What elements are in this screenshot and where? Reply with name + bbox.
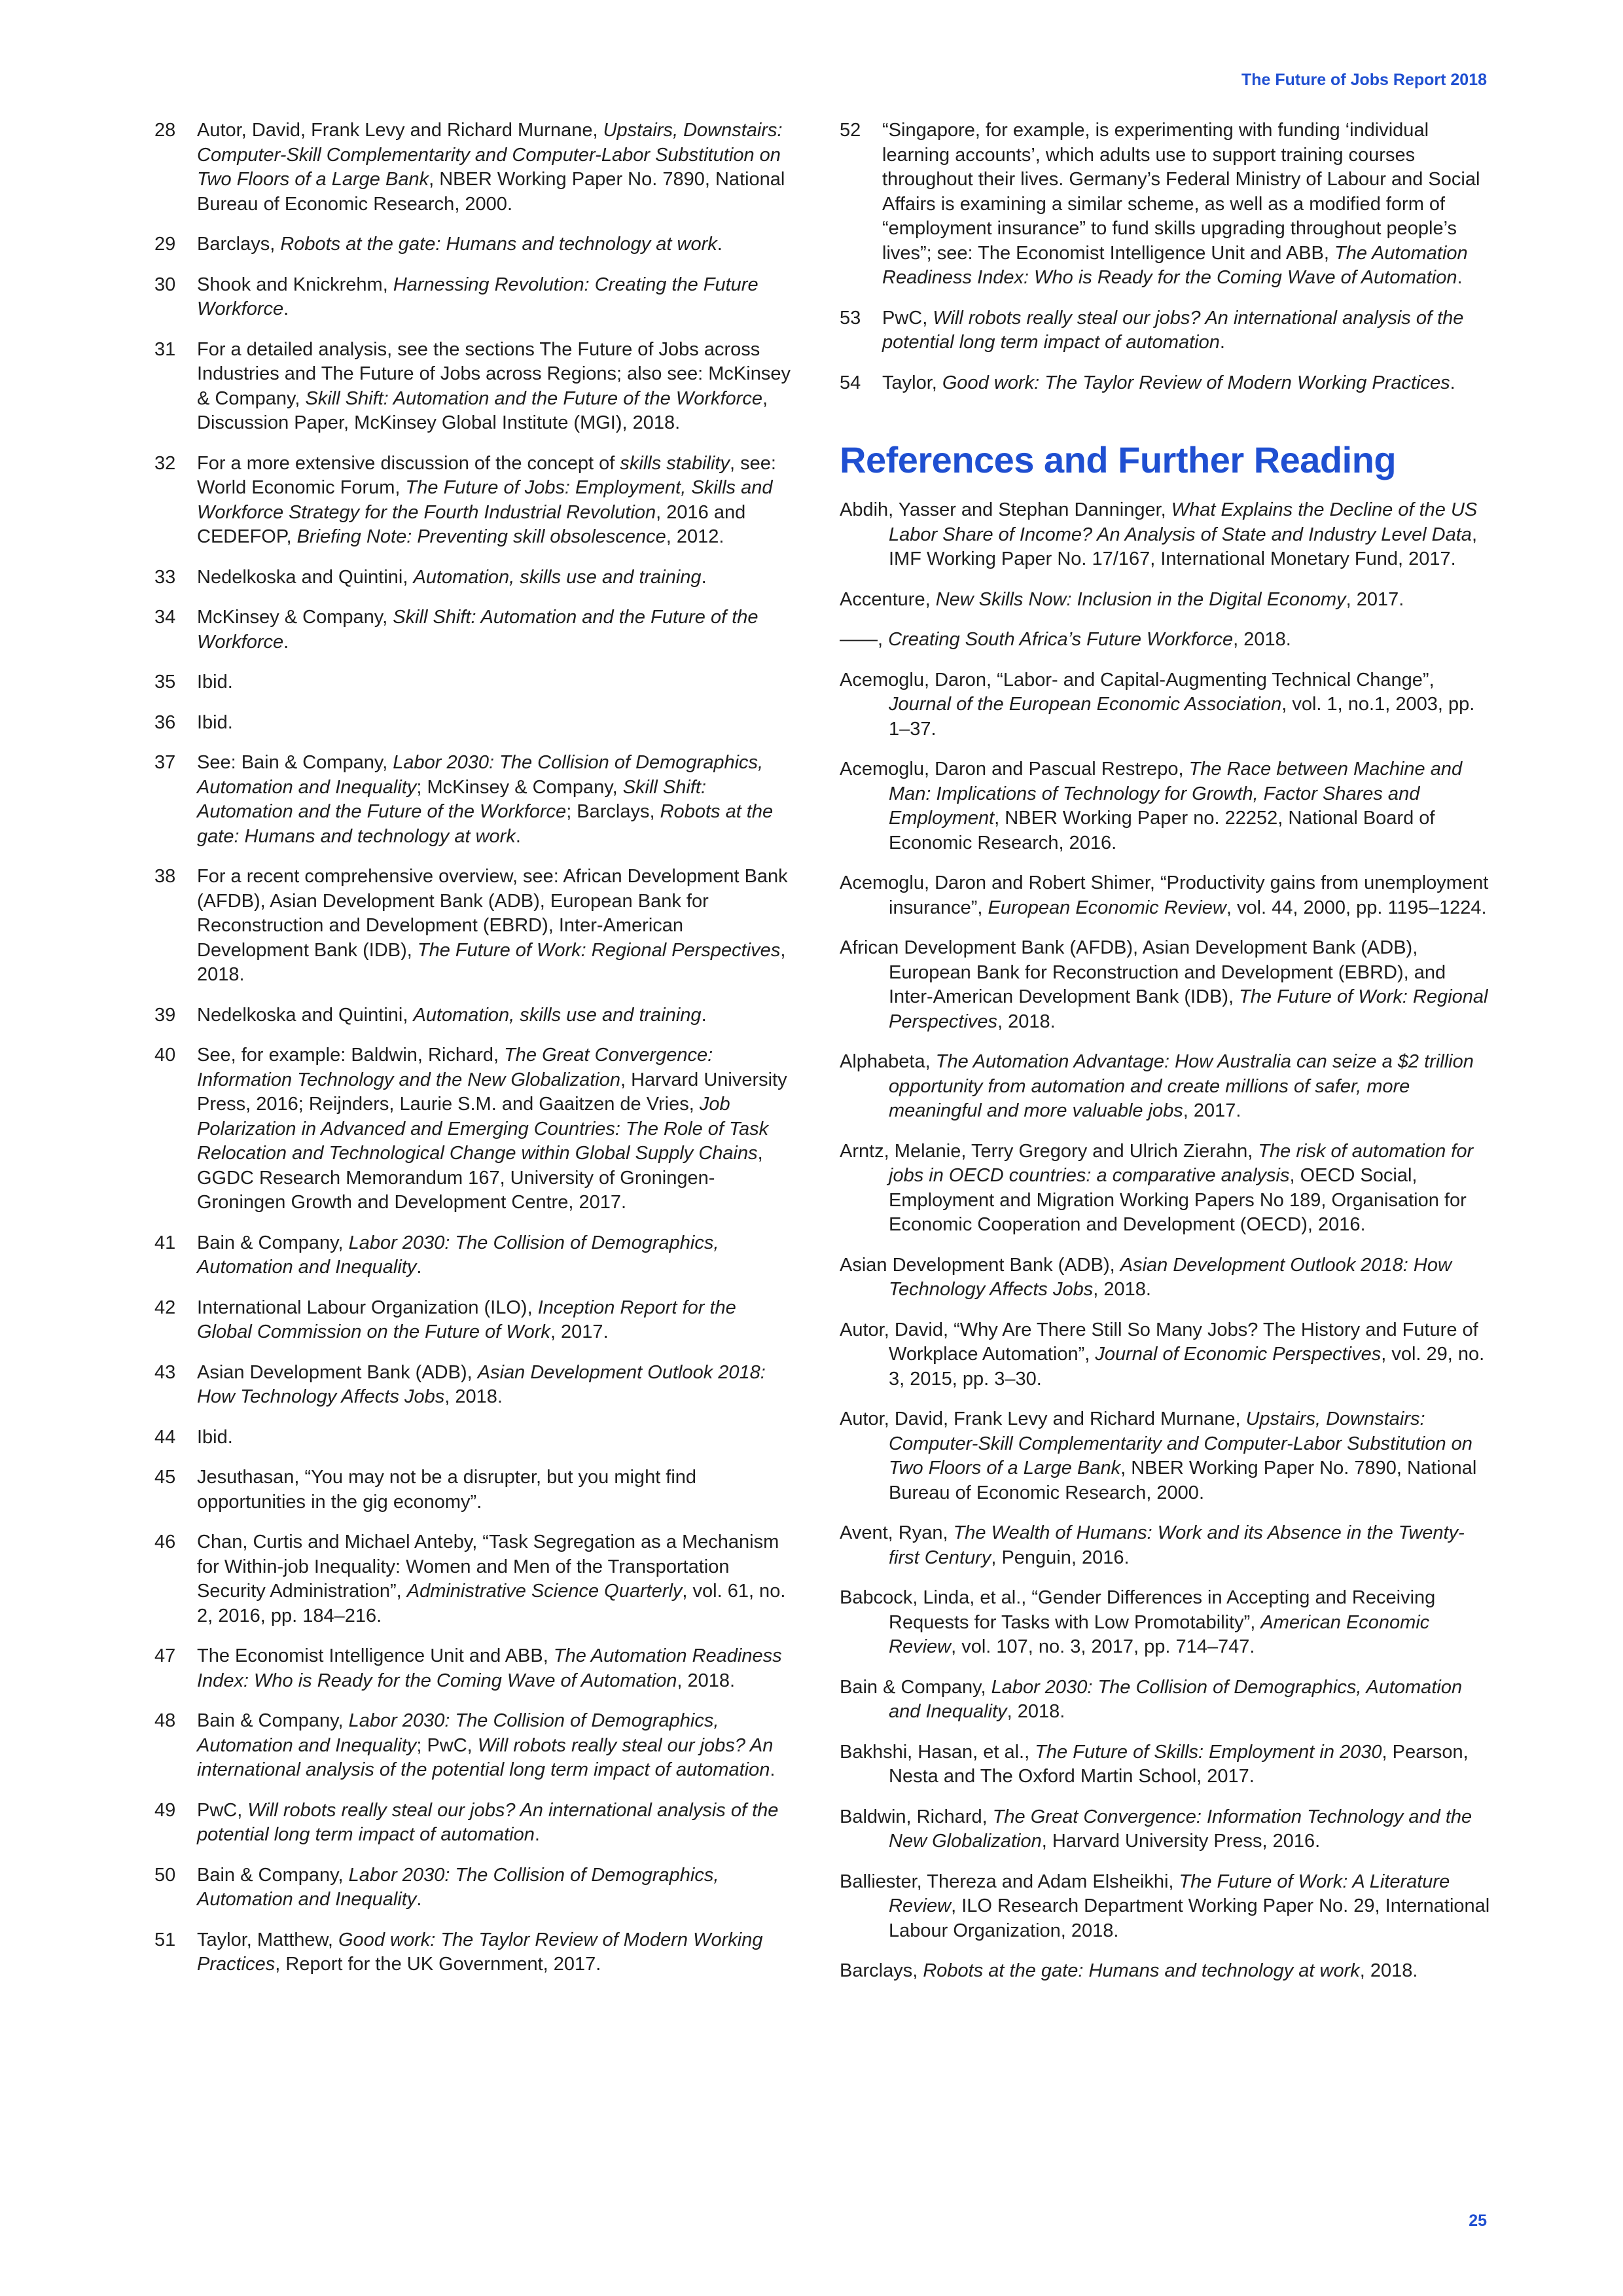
footnote-text: For a detailed analysis, see the sections The Future of Jobs across Industries and The Future of Jobs across Regions; also see: McKinsey & Company, Skill Shift: Automation and the Future of the Workforce, Discussion Paper, McKinsey Global Institute (MGI), 2018. <box>197 338 791 433</box>
footnote-number: 43 <box>154 1361 176 1383</box>
footnote-48 <box>154 1709 796 1783</box>
footnote-number: 28 <box>154 120 176 141</box>
footnote-text: For a more extensive discussion of the concept of skills stability, see: World Economic Forum, The Future of Jobs: Employment, Skills and Workforce Strategy for the Fourth Industrial Revolution, 2016 and CEDEFOP, Briefing Note: Preventing skill obsolescence, 2012. <box>197 452 776 547</box>
footnote-number: 47 <box>154 1645 176 1666</box>
footnote-number: 38 <box>154 866 176 887</box>
footnote-number: 46 <box>154 1532 176 1552</box>
footnote-46 <box>154 1530 796 1628</box>
reference-entry: Asian Development Bank (ADB), Asian Development Outlook 2018: How Technology Affects Jobs, 2018. <box>840 1254 1452 1300</box>
footnote-33 <box>154 565 796 590</box>
reference-entry: Alphabeta, The Automation Advantage: How Australia can seize a $2 trillion opportunity from automation and create millions of safer, more meaningful and more valuable jobs, 2017. <box>840 1051 1474 1121</box>
footnote-text: Jesuthasan, “You may not be a disrupter, but you might find opportunities in the gig economy”. <box>197 1467 697 1513</box>
reference-entry: Balliester, Thereza and Adam Elsheikhi, The Future of Work: A Literature Review, ILO Research Department Working Paper No. 29, International Labour Organization, 2018. <box>840 1871 1490 1941</box>
footnote-number: 40 <box>154 1045 176 1066</box>
footnote-42 <box>154 1296 796 1345</box>
footnote-text: “Singapore, for example, is experimenting with funding ‘individual learning accounts’, which adults use to support training courses throughout their lives. Germany’s Federal Ministry of Labour and Social Affairs is examining a similar scheme, as well as a modified form of “employment insurance” to fund skills upgrading throughout people’s lives”; see: The Economist Intelligence Unit and ABB, The Automation Readiness Index: Who is Ready for the Coming Wave of Automation. <box>882 120 1480 288</box>
footnote-31 <box>154 338 796 436</box>
footnote-30 <box>154 273 796 322</box>
footnote-40 <box>154 1043 796 1215</box>
reference-entry: African Development Bank (AFDB), Asian Development Bank (ADB), European Bank for Reconstruction and Development (EBRD), and Inter-American Development Bank (IDB), The Future of Work: Regional Perspectives, 2018. <box>840 937 1488 1032</box>
footnotes-column-right <box>840 118 1494 395</box>
reference-entry: Abdih, Yasser and Stephan Danninger, What Explains the Decline of the US Labor Share of Income? An Analysis of State and Industry Level Data, IMF Working Paper No. 17/167, International Monetary Fund, 2017. <box>840 499 1478 569</box>
footnote-49 <box>154 1799 796 1848</box>
footnote-number: 29 <box>154 234 176 255</box>
footnote-50 <box>154 1863 796 1912</box>
footnote-43 <box>154 1361 796 1410</box>
footnote-number: 39 <box>154 1004 176 1026</box>
footnote-47 <box>154 1644 796 1693</box>
footnote-text: Shook and Knickrehm, Harnessing Revolution: Creating the Future Workforce. <box>197 274 758 319</box>
reference-entry: Autor, David, Frank Levy and Richard Murnane, Upstairs, Downstairs: Computer-Skill Complementarity and Computer-Labor Substitution on Two Floors of a Large Bank, NBER Working Paper No. 7890, National Bureau of Economic Research, 2000. <box>840 1408 1477 1503</box>
footnote-text: McKinsey & Company, Skill Shift: Automation and the Future of the Workforce. <box>197 607 758 653</box>
footnote-number: 31 <box>154 338 176 360</box>
footnote-51 <box>154 1928 796 1977</box>
reference-entry: Babcock, Linda, et al., “Gender Differences in Accepting and Receiving Requests for Tasks with Low Promotability”, American Economic Review, vol. 107, no. 3, 2017, pp. 714–747. <box>840 1587 1436 1657</box>
reference-entry: Baldwin, Richard, The Great Convergence: Information Technology and the New Globalization, Harvard University Press, 2016. <box>840 1806 1472 1852</box>
references-heading: References and Further Reading <box>840 439 1397 480</box>
reference-entry: Bakhshi, Hasan, et al., The Future of Skills: Employment in 2030, Pearson, Nesta and The Oxford Martin School, 2017. <box>840 1741 1469 1787</box>
right-column <box>840 118 1494 2000</box>
references-list <box>840 498 1494 1984</box>
reference-entry: Acemoglu, Daron and Pascual Restrepo, The Race between Machine and Man: Implications of Technology for Growth, Factor Shares and Employment, NBER Working Paper no. 22252, National Board of Economic Research, 2016. <box>840 759 1463 853</box>
reference-entry: Acemoglu, Daron, “Labor- and Capital-Augmenting Technical Change”, Journal of the European Economic Association, vol. 1, no.1, 2003, pp. 1–37. <box>840 669 1475 740</box>
footnote-45 <box>154 1465 796 1515</box>
footnote-32 <box>154 452 796 550</box>
footnote-53 <box>840 306 1494 355</box>
footnote-text: For a recent comprehensive overview, see: African Development Bank (AFDB), Asian Development Bank (ADB), European Bank for Reconstruction and Development (EBRD), Inter-American Development Bank (IDB), The Future of Work: Regional Perspectives, 2018. <box>197 866 788 985</box>
footnote-number: 41 <box>154 1232 176 1253</box>
footnote-text: Nedelkoska and Quintini, Automation, skills use and training. <box>197 1004 707 1026</box>
footnote-text: PwC, Will robots really steal our jobs? An international analysis of the potential long term impact of automation. <box>882 307 1464 353</box>
footnote-text: Bain & Company, Labor 2030: The Collision of Demographics, Automation and Inequality; PwC, Will robots really steal our jobs? An international analysis of the potential long term impact of automation. <box>197 1710 776 1780</box>
footnote-text: Taylor, Matthew, Good work: The Taylor Review of Modern Working Practices, Report for the UK Government, 2017. <box>197 1929 763 1975</box>
footnote-text: Bain & Company, Labor 2030: The Collision of Demographics, Automation and Inequality. <box>197 1232 719 1278</box>
footnote-number: 30 <box>154 274 176 295</box>
footnote-text: Ibid. <box>197 1426 233 1448</box>
footnote-number: 35 <box>154 672 176 692</box>
footnote-37 <box>154 751 796 849</box>
footnote-text: International Labour Organization (ILO), Inception Report for the Global Commission on the Future of Work, 2017. <box>197 1297 736 1342</box>
footnote-29 <box>154 232 796 257</box>
reference-entry: Autor, David, “Why Are There Still So Many Jobs? The History and Future of Workplace Automation”, Journal of Economic Perspectives, vol. 29, no. 3, 2015, pp. 3–30. <box>840 1319 1485 1390</box>
footnote-number: 52 <box>840 120 861 141</box>
footnote-number: 32 <box>154 452 176 474</box>
reference-entry: Bain & Company, Labor 2030: The Collision of Demographics, Automation and Inequality, 2018. <box>840 1676 1463 1722</box>
footnote-text: Asian Development Bank (ADB), Asian Development Outlook 2018: How Technology Affects Jobs, 2018. <box>197 1361 766 1407</box>
footnote-number: 49 <box>154 1799 176 1821</box>
footnote-52 <box>840 118 1494 291</box>
footnote-54 <box>840 371 1494 396</box>
footnote-number: 45 <box>154 1467 176 1488</box>
footnote-28 <box>154 118 796 217</box>
footnote-number: 50 <box>154 1864 176 1886</box>
footnote-34 <box>154 605 796 655</box>
footnote-text: Barclays, Robots at the gate: Humans and technology at work. <box>197 234 722 255</box>
footnote-41 <box>154 1231 796 1280</box>
footnote-text: See: Bain & Company, Labor 2030: The Collision of Demographics, Automation and Inequality; McKinsey & Company, Skill Shift: Automation and the Future of the Workforce; Barclays, Robots at the gate: Humans and technology at work. <box>197 752 774 847</box>
footnote-number: 37 <box>154 752 176 773</box>
footnote-number: 34 <box>154 607 176 628</box>
reference-entry: Barclays, Robots at the gate: Humans and technology at work, 2018. <box>840 1960 1418 1981</box>
footnote-text: Ibid. <box>197 672 233 692</box>
footnote-38 <box>154 865 796 988</box>
footnote-number: 44 <box>154 1426 176 1448</box>
footnote-text: Chan, Curtis and Michael Anteby, “Task Segregation as a Mechanism for Within-job Inequality: Women and Men of the Transportation Security Administration”, Administrative Science Quarterly, vol. 61, no. 2, 2016, pp. 184–216. <box>197 1532 786 1626</box>
footnote-text: Nedelkoska and Quintini, Automation, skills use and training. <box>197 566 707 588</box>
footnote-text: The Economist Intelligence Unit and ABB, The Automation Readiness Index: Who is Ready for the Coming Wave of Automation, 2018. <box>197 1645 782 1691</box>
footnote-text: Taylor, Good work: The Taylor Review of Modern Working Practices. <box>882 372 1455 393</box>
footnote-text: Ibid. <box>197 711 233 733</box>
reference-entry: Arntz, Melanie, Terry Gregory and Ulrich Zierahn, The risk of automation for jobs in OECD countries: a comparative analysis, OECD Social, Employment and Migration Working Papers No 189, Organisation for Economic Cooperation and Development (OECD), 2016. <box>840 1140 1474 1235</box>
reference-entry: Acemoglu, Daron and Robert Shimer, “Productivity gains from unemployment insurance”, European Economic Review, vol. 44, 2000, pp. 1195–1224. <box>840 872 1489 918</box>
footnote-39 <box>154 1003 796 1028</box>
reference-entry: Accenture, New Skills Now: Inclusion in the Digital Economy, 2017. <box>840 588 1404 610</box>
footnote-text: Bain & Company, Labor 2030: The Collision of Demographics, Automation and Inequality. <box>197 1864 719 1910</box>
footnote-number: 33 <box>154 566 176 588</box>
reference-entry: ——, Creating South Africa’s Future Workforce, 2018. <box>840 629 1291 650</box>
running-header: The Future of Jobs Report 2018 <box>1241 71 1487 89</box>
footnote-number: 54 <box>840 372 861 393</box>
footnote-44 <box>154 1426 796 1450</box>
footnote-number: 36 <box>154 711 176 733</box>
reference-entry: Avent, Ryan, The Wealth of Humans: Work and its Absence in the Twenty-first Century, Penguin, 2016. <box>840 1522 1465 1568</box>
page-number: 25 <box>1469 2212 1487 2230</box>
footnote-35 <box>154 670 796 695</box>
footnote-number: 42 <box>154 1297 176 1318</box>
footnotes-column-left <box>154 118 796 1993</box>
footnote-text: PwC, Will robots really steal our jobs? An international analysis of the potential long term impact of automation. <box>197 1799 779 1845</box>
footnote-number: 51 <box>154 1929 176 1950</box>
footnote-text: See, for example: Baldwin, Richard, The Great Convergence: Information Technology and the New Globalization, Harvard University Press, 2016; Reijnders, Laurie S.M. and Gaaitzen de Vries, Job Polarization in Advanced and Emerging Countries: The Role of Task Relocation and Technological Change within Global Supply Chains, GGDC Research Memorandum 167, University of Groningen-Groningen Growth and Development Centre, 2017. <box>197 1045 787 1213</box>
footnote-36 <box>154 711 796 736</box>
footnote-text: Autor, David, Frank Levy and Richard Murnane, Upstairs, Downstairs: Computer-Skill Complementarity and Computer-Labor Substitution on Two Floors of a Large Bank, NBER Working Paper No. 7890, National Bureau of Economic Research, 2000. <box>197 120 785 215</box>
footnote-number: 48 <box>154 1710 176 1731</box>
footnote-number: 53 <box>840 307 861 329</box>
